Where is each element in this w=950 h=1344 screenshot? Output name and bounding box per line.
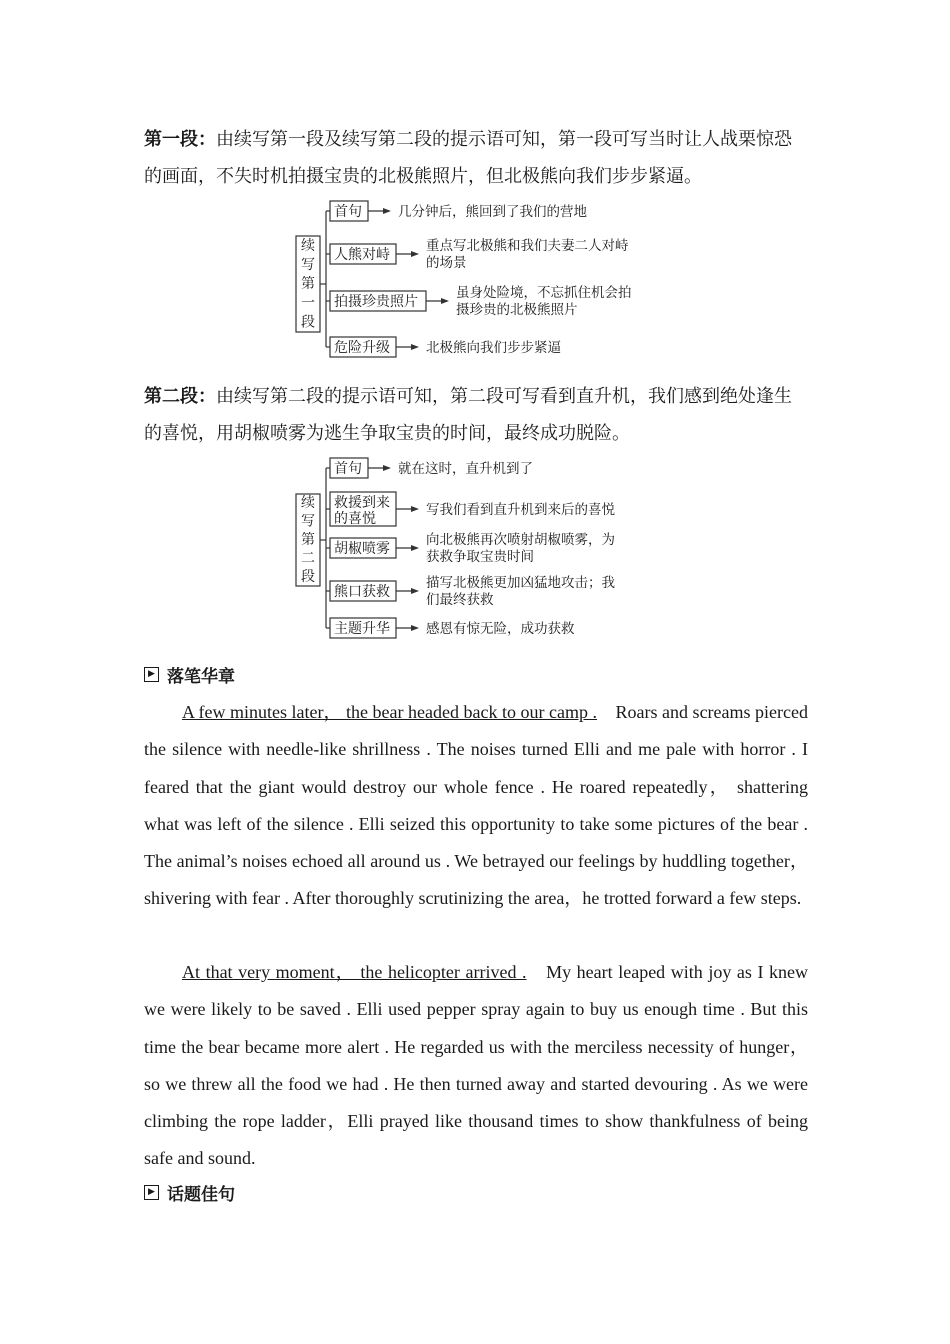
root-char: 一 bbox=[301, 295, 315, 312]
essay-paragraph-2 bbox=[144, 954, 808, 1178]
node-description: 北极熊向我们步步紧逼 bbox=[426, 340, 561, 356]
essay-paragraph-1 bbox=[144, 694, 808, 918]
arrow-head-icon bbox=[411, 251, 419, 257]
root-char: 续 bbox=[301, 237, 315, 254]
root-char: 第 bbox=[301, 532, 315, 549]
tree-node bbox=[326, 284, 632, 318]
root-char: 二 bbox=[301, 550, 315, 567]
node-label: 拍摄珍贵照片 bbox=[334, 294, 418, 310]
tree-node bbox=[326, 574, 615, 608]
essay-paragraph-2-body: My heart leaped with joy as I knew we were likely to be saved . Elli used pepper spray again to buy us enough time . But this time the bear became more alert . He regarded us with the merciless necessity of hunger， so we threw all the food we had . He then turned away and started devouring . As we were climbing the rope ladder，Elli prayed like thousand times to show thankfulness of being safe and sound. bbox=[144, 962, 809, 1169]
root-char: 段 bbox=[301, 568, 315, 585]
arrow-head-icon bbox=[411, 625, 419, 631]
root-char: 第 bbox=[301, 276, 315, 293]
root-char: 写 bbox=[301, 257, 315, 274]
node-description: 的场景 bbox=[426, 255, 467, 271]
essay-paragraph-1-body: Roars and screams pierced the silence with needle-like shrillness . The noises turned Elli and me pale with horror . I feared that the giant would destroy our whole fence . He roared repeatedly， shattering what was left of the silence . Elli seized this opportunity to take some pictures of the bear . The animal’s noises echoed all around us . We betrayed our feelings by huddling together， shivering with fear . After thoroughly scrutinizing the area，he trotted forward a few steps. bbox=[144, 702, 809, 909]
node-label: 首句 bbox=[334, 461, 362, 477]
tree-node bbox=[326, 492, 615, 527]
node-description: 获救争取宝贵时间 bbox=[426, 549, 534, 565]
tree-node bbox=[326, 237, 629, 271]
paragraph-2-label: 第二段： bbox=[144, 386, 216, 407]
arrow-head-icon bbox=[411, 506, 419, 512]
node-description: 描写北极熊更加凶猛地攻击；我 bbox=[426, 575, 615, 591]
essay-paragraph-2-first-sentence: At that very moment， the helicopter arrived . bbox=[182, 962, 527, 982]
arrow-head-icon bbox=[411, 588, 419, 594]
arrow-head-icon bbox=[383, 465, 391, 471]
play-triangle-icon: ▶ bbox=[144, 667, 159, 682]
play-triangle-icon: ▶ bbox=[144, 1185, 159, 1200]
tree-node bbox=[326, 201, 587, 221]
arrow-head-icon bbox=[411, 545, 419, 551]
tree-node bbox=[326, 458, 533, 478]
node-description: 就在这时，直升机到了 bbox=[398, 461, 533, 477]
paragraph-1-intro bbox=[144, 121, 808, 195]
node-description: 们最终获救 bbox=[426, 592, 494, 608]
section-heading-topic-sentences bbox=[144, 1180, 235, 1205]
root-char: 续 bbox=[301, 495, 315, 512]
node-label: 人熊对峙 bbox=[334, 247, 390, 263]
tree-node bbox=[326, 618, 575, 638]
root-char: 写 bbox=[301, 513, 315, 530]
node-description: 虽身处险境，不忘抓住机会拍 bbox=[456, 285, 632, 301]
section-heading-writing bbox=[144, 662, 235, 687]
node-description: 摄珍贵的北极熊照片 bbox=[456, 302, 578, 318]
outline-diagram-paragraph-2 bbox=[290, 454, 690, 646]
node-label: 救援到来 bbox=[334, 495, 390, 511]
node-description: 向北极熊再次喷射胡椒喷雾，为 bbox=[426, 532, 615, 548]
tree-node bbox=[326, 531, 615, 565]
node-description: 感恩有惊无险，成功获救 bbox=[426, 621, 575, 637]
arrow-head-icon bbox=[411, 344, 419, 350]
tree-node bbox=[326, 337, 561, 357]
node-description: 几分钟后，熊回到了我们的营地 bbox=[398, 204, 587, 220]
node-label: 主题升华 bbox=[334, 621, 390, 637]
outline-diagram-paragraph-1 bbox=[290, 196, 690, 362]
paragraph-2-text: 由续写第二段的提示语可知，第二段可写看到直升机，我们感到绝处逢生的喜悦，用胡椒喷雾为逃生争取宝贵的时间，最终成功脱险。 bbox=[144, 386, 792, 444]
node-label: 危险升级 bbox=[334, 340, 390, 356]
paragraph-1-label: 第一段： bbox=[144, 129, 216, 150]
essay-paragraph-1-first-sentence: A few minutes later， the bear headed back to our camp . bbox=[182, 702, 598, 722]
node-label: 胡椒喷雾 bbox=[334, 541, 390, 557]
paragraph-2-intro bbox=[144, 378, 808, 452]
node-label: 首句 bbox=[334, 204, 362, 220]
arrow-head-icon bbox=[441, 298, 449, 304]
section-title: 落笔华章 bbox=[167, 667, 235, 687]
section-title: 话题佳句 bbox=[167, 1185, 235, 1205]
node-description: 写我们看到直升机到来后的喜悦 bbox=[426, 502, 615, 518]
root-char: 段 bbox=[301, 314, 315, 331]
node-description: 重点写北极熊和我们夫妻二人对峙 bbox=[426, 238, 629, 254]
node-label: 的喜悦 bbox=[334, 511, 376, 527]
paragraph-1-text: 由续写第一段及续写第二段的提示语可知，第一段可写当时让人战栗惊恐的画面，不失时机拍摄宝贵的北极熊照片，但北极熊向我们步步紧逼。 bbox=[144, 129, 792, 187]
arrow-head-icon bbox=[383, 208, 391, 214]
node-label: 熊口获救 bbox=[334, 584, 390, 600]
